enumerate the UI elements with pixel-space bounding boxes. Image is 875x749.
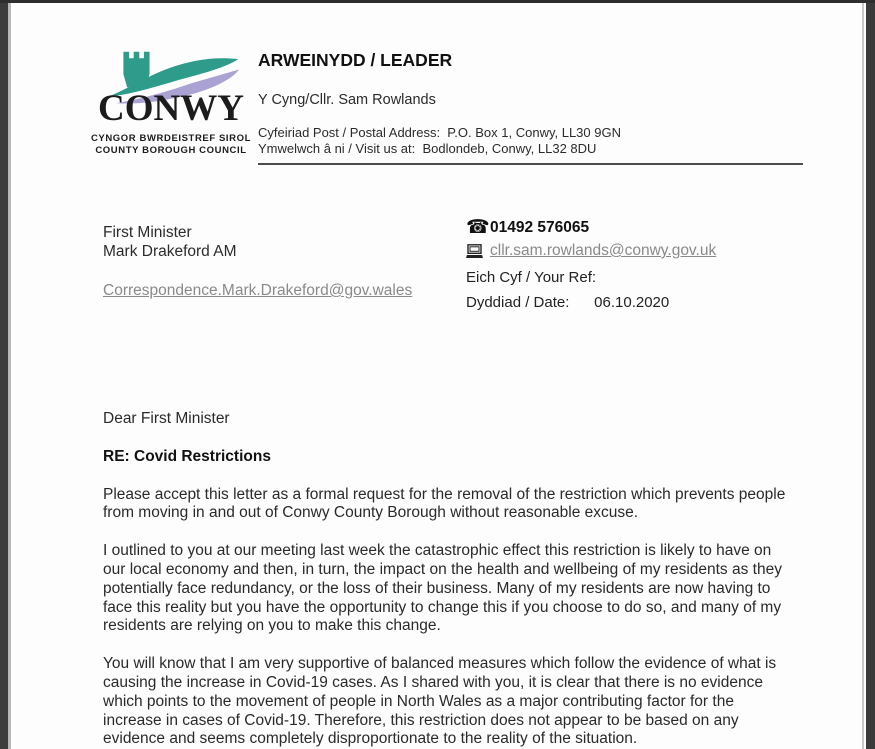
letterhead-divider <box>258 163 803 165</box>
postal-address: Cyfeiriad Post / Postal Address: P.O. Box 1, Conwy, LL30 9GN <box>258 125 621 140</box>
contact-block <box>466 218 796 311</box>
page-edge-top <box>0 0 875 3</box>
phone-row <box>466 218 796 237</box>
date-row <box>466 294 796 311</box>
page-edge-right <box>866 0 875 749</box>
your-ref-label: Eich Cyf / Your Ref: <box>466 269 597 286</box>
page-edge-left <box>0 0 8 749</box>
logo-caption-welsh: CYNGOR BWRDEISTREF SIROL <box>90 133 252 144</box>
paragraph-3: You will know that I am very supportive of balanced measures which follow the evidence of what is causing the increase in Covid-19 cases. As I shared with you, it is clear that there is no evidence which points to the movement of people in North Wales as a major contributing factor for the increase in cases of Covid-19. Therefore, this restriction does not appear to be based on any evidence and seems completely disproportionate to the reality of the situation. <box>103 655 777 748</box>
letter-body <box>103 402 795 749</box>
recipient-block <box>103 223 412 300</box>
page-edge-right-shadow <box>862 0 864 749</box>
computer-icon <box>466 244 490 259</box>
paragraph-2: I outlined to you at our meeting last week the catastrophic effect this restriction is likely to have on our local economy and then, in turn, the impact on the health and wellbeing of my residents as they potentially face redundancy, or the loss of their business. Many of my residents are now having to face this reality but you have the opportunity to change this if you choose to do so, and many of my residents are relying on you to make this change. <box>103 542 782 635</box>
logo-caption-english: COUNTY BOROUGH COUNCIL <box>95 145 247 156</box>
paragraph-1: Please accept this letter as a formal request for the removal of the restriction which prevents people from moving in and out of Conwy County Borough without reasonable excuse. <box>103 485 786 522</box>
visit-address: Ymwelwch â ni / Visit us at: Bodlondeb, Conwy, LL32 8DU <box>258 140 597 156</box>
phone-number: 01492 576065 <box>490 218 590 236</box>
sender-email-link[interactable]: cllr.sam.rowlands@conwy.gov.uk <box>490 242 717 259</box>
letterhead <box>258 50 810 156</box>
date-value: 06.10.2020 <box>594 294 670 311</box>
phone-icon: ☎ <box>466 217 490 238</box>
recipient-title: First Minister <box>103 224 192 241</box>
logo-wordmark: CONWY <box>98 88 244 129</box>
subject-line: RE: Covid Restrictions <box>103 447 271 465</box>
conwy-council-logo <box>90 46 252 162</box>
date-label: Dyddiad / Date: <box>466 294 570 311</box>
leader-name: Y Cyng/Cllr. Sam Rowlands <box>258 92 436 108</box>
email-row <box>466 242 796 260</box>
logo-caption <box>85 133 257 157</box>
page-edge-left-shadow <box>8 0 11 749</box>
salutation: Dear First Minister <box>103 410 230 427</box>
recipient-name: Mark Drakeford AM <box>103 243 237 260</box>
letterhead-title: ARWEINYDD / LEADER <box>258 50 453 70</box>
recipient-email-link[interactable]: Correspondence.Mark.Drakeford@gov.wales <box>103 282 413 299</box>
